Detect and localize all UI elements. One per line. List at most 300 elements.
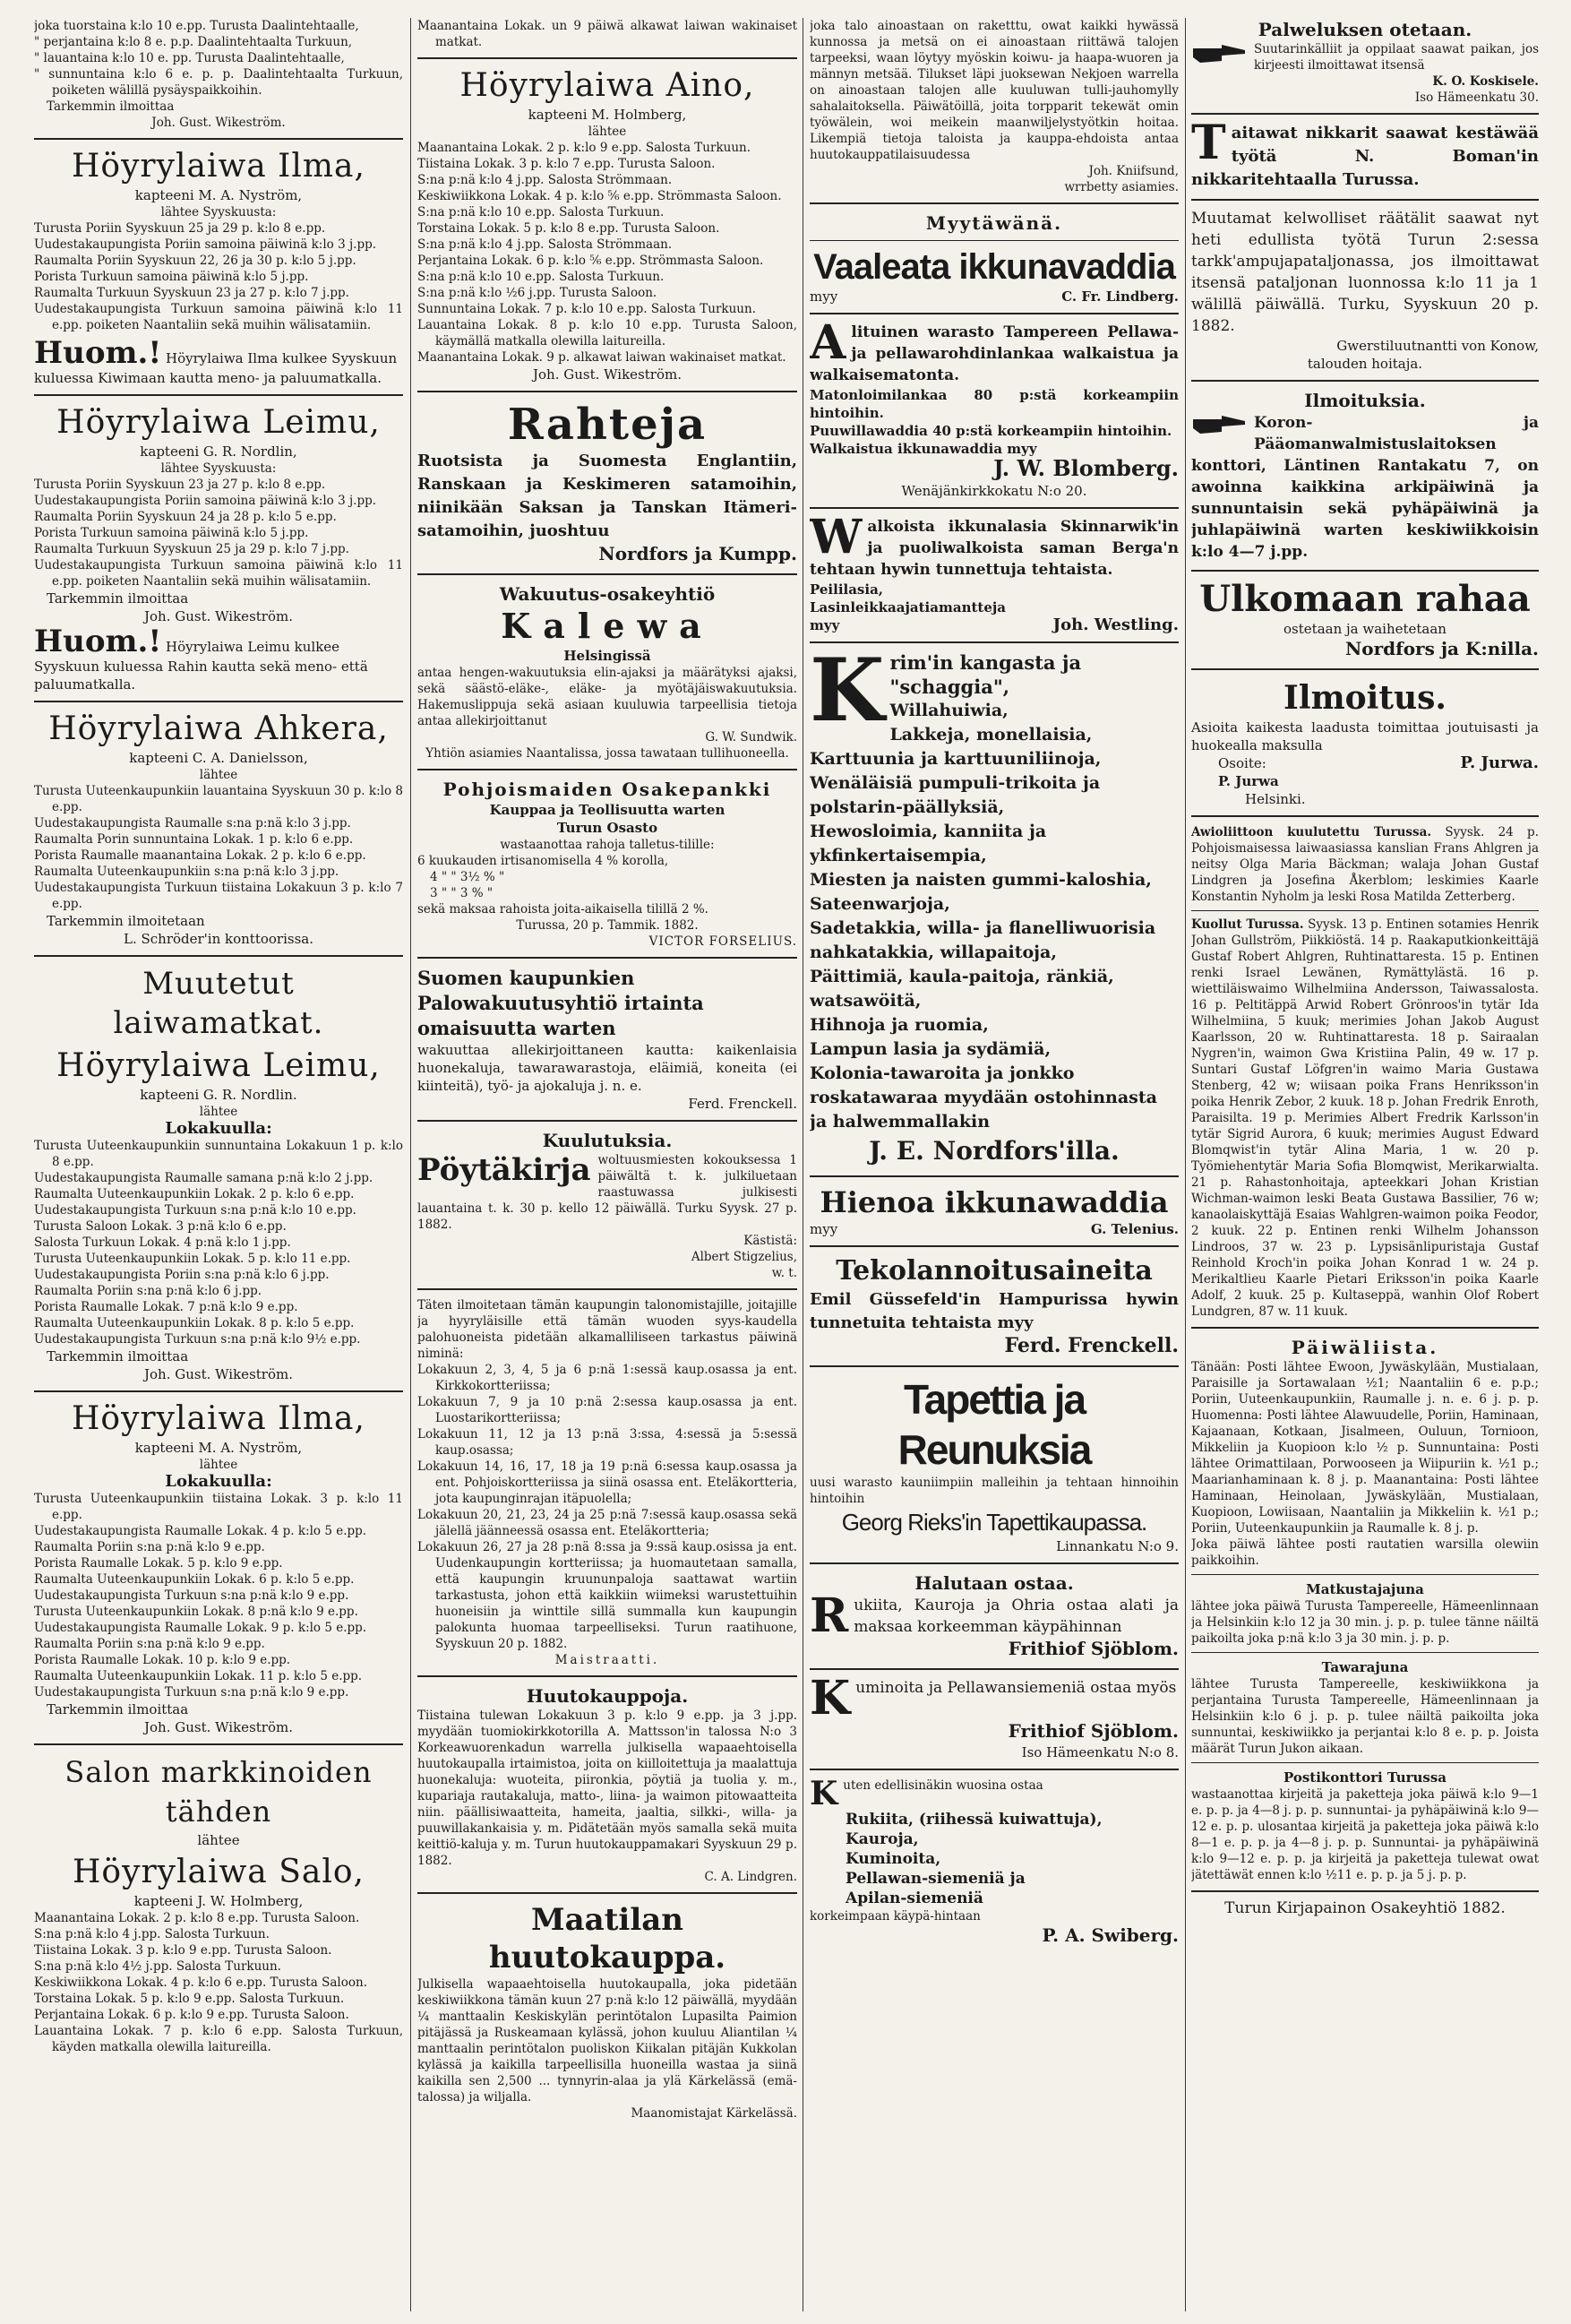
schedule-line: Turusta Uuteenkaupunkiin tiistaina Lokak. 3 p. k:lo 11 e.pp. bbox=[34, 1492, 403, 1522]
schedule-line: Porista Raumalle Lokak. 10 p. k:lo 9 e.pp. bbox=[34, 1653, 291, 1667]
schedule-line: " sunnuntaina k:lo 6 e. p. p. Daalintehtaalta Turkuun, poiketen wälillä pysäyspaikkoihin. bbox=[34, 67, 403, 98]
ship-name: Höyrylaiwa Ahkera, bbox=[48, 710, 389, 747]
maatilan-notice bbox=[417, 1901, 797, 2122]
divider bbox=[417, 769, 797, 770]
ad-text: myy bbox=[810, 617, 840, 633]
signature: Nordfors ja K:nilla. bbox=[1344, 638, 1539, 659]
divider bbox=[417, 1120, 797, 1122]
ad-list-item: Sateenwarjoja, bbox=[810, 894, 950, 914]
colophon: Turun Kirjapainon Osakeyhtiö 1882. bbox=[1224, 1899, 1506, 1917]
notice-text: Tarkemmin ilmoittaa bbox=[47, 1701, 189, 1717]
schedule-line: Uudestakaupungista Poriin samoina päiwinä k:lo 3 j.pp. bbox=[34, 237, 377, 252]
divider bbox=[1191, 380, 1539, 382]
ship-name: Höyrylaiwa Ilma, bbox=[72, 148, 365, 185]
schedule-line: Uudestakaupungista Turkuun samoina päiwinä k:lo 11 e.pp. poiketen Naantaliin sekä muihin wälisatamiin. bbox=[34, 302, 403, 332]
schedule-line: S:na p:nä k:lo ½6 j.pp. Turusta Saloon. bbox=[417, 286, 657, 300]
section-heading: Kuulutuksia. bbox=[542, 1130, 673, 1151]
ad-list-item: Pellawan-siemeniä ja bbox=[846, 1870, 1026, 1888]
ad-line: Peililasia, bbox=[810, 581, 884, 598]
pohjoismaiden-ad bbox=[417, 778, 797, 950]
column-1 bbox=[34, 18, 403, 2311]
ad-list-item: Lampun lasia ja sydämiä, bbox=[810, 1039, 1052, 1059]
captain: kapteeni J. W. Holmberg, bbox=[133, 1893, 304, 1909]
schedule-line: Uudestakaupungista Turkuun tiistaina Lokakuun 3 p. k:lo 7 e.pp. bbox=[34, 881, 403, 911]
ad-line: sekä maksaa rahoista joita-aikaisella tilillä 2 %. bbox=[417, 902, 708, 917]
subheading: Helsingissä bbox=[563, 648, 651, 664]
ad-text: Ruotsista ja Suomesta Englantiin, Ranskaan ja Keskimeren satamoihin, niinikään Saksan ja Tanskan Itämeri-satamoihin, juoshtuu bbox=[417, 452, 797, 540]
notice-text: Tänään: Posti lähtee Ewoon, Jywäskylään, Mustialaan, Paraisille ja Sortawalaan ½1; Naantaliin 6 e. p.p.; Poriin, Uuteenkaupunkiin, Raumalle j. n. e. 6 j. p. p. Huomenna: Posti lähtee Alawuudelle, Poriin, Haminaan, Kajaanaan, Kotkaan, Jisalmeen, Ouluun, Tornioon, Mikkeliin ja Kuopioon k:lo ½ p. Sunnuntaina: Posti lähtee Orimattilaan, Porwooseen ja Wiipuriin k. ½1 p.; Maarianhaminaan k. 8 j. p. Maanantaina: Posti lähtee Haminaan, Heinolaan, Jywäskylään, Mustialaan, Kuopioon, Lowiisaan, Naantaliin ja Mikkeliin k. ½1 p.; Poriin, Uuteenkaupunkiin ja Raumalle k. 8 j. p. bbox=[1191, 1360, 1539, 1536]
divider bbox=[1191, 815, 1539, 817]
signature: Albert Stigzelius, bbox=[691, 1250, 797, 1264]
ad-list-item: Kuminoita, bbox=[846, 1850, 941, 1868]
tawarajuna bbox=[1191, 1658, 1539, 1757]
notice-text: Tarkemmin ilmoitetaan bbox=[47, 913, 205, 929]
alituinen-ad bbox=[810, 315, 1179, 500]
signature: Ferd. Frenckell. bbox=[688, 1096, 797, 1112]
signature: P. Jurwa bbox=[1218, 773, 1279, 789]
dropcap-r: R bbox=[810, 1588, 849, 1643]
schedule-line: Turusta Uuteenkaupunkiin lauantaina Syyskuun 30 p. k:lo 8 e.pp. bbox=[34, 784, 403, 814]
signature: Maistraatti. bbox=[554, 1653, 660, 1667]
huutokauppoja-notice bbox=[417, 1684, 797, 1885]
dropcap-k: K bbox=[810, 1671, 851, 1726]
schedule-line: Raumalta Uuteenkaupunkiin Lokak. 6 p. k:lo 5 e.pp. bbox=[34, 1572, 355, 1587]
schedule-line: Raumalta Poriin s:na p:nä k:lo 6 j.pp. bbox=[34, 1284, 262, 1298]
subheading: lähtee bbox=[199, 1458, 238, 1472]
ad-heading: Wakuutus-osakeyhtiö bbox=[499, 583, 716, 605]
schedule-line: Torstaina Lokak. 5 p. k:lo 9 e.pp. Salosta Turkuun. bbox=[34, 1992, 345, 2006]
schedule-line: Uudestakaupungista Raumalle s:na p:nä k:lo 3 j.pp. bbox=[34, 816, 351, 831]
ad-text: myy bbox=[810, 1221, 838, 1237]
signature: L. Schröder'in konttoorissa. bbox=[123, 931, 313, 947]
ship-name: Höyrylaiwa Leimu, bbox=[56, 404, 381, 441]
subheading: Turun Osasto bbox=[556, 820, 658, 836]
divider bbox=[810, 313, 1179, 314]
divider bbox=[810, 240, 1179, 241]
ad-text: uusi warasto kauniimpiin malleihin ja tehtaan hinnoihin hintoihin bbox=[810, 1476, 1179, 1506]
divider bbox=[417, 57, 797, 59]
ad-list-item: Kolonia-tawaroita ja jonkko roskatawaraa myydään ostohinnasta ja halwemmallakin bbox=[810, 1063, 1157, 1132]
notice-heading: Postikonttori Turussa bbox=[1283, 1769, 1447, 1786]
ad-heading: Suomen kaupunkien Palowakuutusyhtiö irtainta omaisuutta warten bbox=[417, 967, 704, 1039]
notice-text: Tarkemmin ilmoittaa bbox=[47, 99, 175, 114]
ad-text: alkoista ikkunalasia Skinnarwik'in ja puoliwalkoista saman Berga'n tehtaan hywin tunnettuja tehtaista. bbox=[810, 518, 1179, 579]
notice-text: lähtee Turusta Tampereelle, keskiwiikkona ja perjantaina Turusta Tampereelle, Hämeenlinnaan ja Helsinkiin k:lo 6 j. p. p. tulee näiltä paikoilta joka sunnuntai, keskiwiikko ja perjantai k:lo 8 e. p. p. Joista määrät Turun Jukon aikaan. bbox=[1191, 1677, 1539, 1756]
dropcap-k: K bbox=[810, 640, 885, 741]
divider bbox=[1191, 1327, 1539, 1329]
signature: Joh. Gust. Wikeström. bbox=[144, 1719, 293, 1735]
schedule-line: Turusta Uuteenkaupunkiin sunnuntaina Lokakuun 1 p. k:lo 8 e.pp. bbox=[34, 1139, 403, 1169]
subheading: lähtee bbox=[199, 768, 238, 782]
ad-list-item: Apilan-siemeniä bbox=[846, 1889, 983, 1907]
ad-heading: Pöytäkirja bbox=[417, 1152, 591, 1188]
ad-text: Koron- ja Pääomanwalmistuslaitoksen konttori, Läntinen Rantakatu 7, on awoinna kaikkina arkipäiwinä ja sunnuntaisin sekä pyhäpäiwinä ja juhlapäiwinä warten keskiwiikkoisin k:lo 4—7 j.pp. bbox=[1191, 414, 1539, 561]
ahkera-notice bbox=[34, 710, 403, 948]
signature: G. W. Sundwik. bbox=[705, 730, 797, 745]
schedule-line: Uudestakaupungista Turkuun s:na p:nä k:lo 9 e.pp. bbox=[34, 1588, 349, 1603]
divider bbox=[1191, 1762, 1539, 1763]
ad-text: uten edellisinäkin wuosina ostaa bbox=[843, 1778, 1043, 1793]
column-4 bbox=[1191, 18, 1539, 2311]
schedule-line: Turusta Uuteenkaupunkiin Lokak. 5 p. k:lo 11 e.pp. bbox=[34, 1252, 351, 1266]
divider bbox=[810, 202, 1179, 204]
section-heading: Ilmoituksia. bbox=[1304, 390, 1426, 411]
signature: C. A. Lindgren. bbox=[704, 1870, 797, 1884]
huom-heading: Huom.! bbox=[34, 624, 162, 659]
address: Iso Hämeenkatu 30. bbox=[1414, 90, 1539, 105]
schedule-line: Raumalta Turkuun Syyskuun 25 ja 29 p. k:lo 7 j.pp. bbox=[34, 542, 349, 556]
ad-text: Yhtiön asiamies Naantalissa, jossa tawataan tullihuoneella. bbox=[425, 746, 789, 761]
notice-text: Tarkemmin ilmoittaa bbox=[47, 1348, 189, 1364]
signature: Ferd. Frenckell. bbox=[1004, 1334, 1179, 1357]
ad-text: uminoita ja Pellawansiemeniä ostaa myös bbox=[855, 1679, 1177, 1697]
schedule-line: S:na p:nä k:lo 4 j.pp. Salosta Strömmaan. bbox=[417, 173, 673, 187]
divider bbox=[34, 1390, 403, 1392]
halutaan-ad bbox=[810, 1571, 1179, 1661]
notice-text: wastaanottaa kirjeitä ja paketteja joka päiwä k:lo 9—1 e. p. p. ja 4—8 j. p. p. sunnuntai- ja pyhäpäiwinä k:lo 9—12 e. p. p. ulosantaa kirjeitä ja paketteja joka päiwä k:lo 8—1 e. p. p. ja 4—8 j. p. p. Sunnuntai- ja pyhäpäiwinä k:lo 9—12 e. p. p. ja kirjeitä ja paketteja tulewat owat jätettäwät ennen k:lo ½11 e. p. p. ja 5 j. p. p. bbox=[1191, 1787, 1539, 1882]
address: Wenäjänkirkkokatu N:o 20. bbox=[901, 483, 1087, 499]
signature: Frithiof Sjöblom. bbox=[1008, 1638, 1179, 1659]
divider bbox=[1191, 1890, 1539, 1892]
notice-heading: Kuollut Turussa. bbox=[1191, 917, 1304, 932]
schedule-line: joka tuorstaina k:lo 10 e.pp. Turusta Daalintehtaalle, bbox=[34, 19, 359, 33]
signature: Joh. Gust. Wikeström. bbox=[144, 608, 293, 624]
schedule-line: Uudestakaupungista Turkuun s:na p:nä k:lo 9 e.pp. bbox=[34, 1685, 349, 1700]
ad-text: rim'in kangasta ja "schaggia", bbox=[889, 651, 1082, 698]
signature: Joh. Kniifsund, bbox=[1088, 164, 1179, 178]
ad-text: aitawat nikkarit saawat kestäwää työtä N. Boman'in nikkaritehtaalla Turussa. bbox=[1191, 124, 1539, 189]
kuulutus-section bbox=[417, 1129, 797, 1281]
captain: kapteeni M. A. Nyström, bbox=[134, 1440, 303, 1456]
signature: G. Telenius. bbox=[1090, 1221, 1179, 1237]
section-heading: Salon markkinoiden tähden bbox=[64, 1755, 373, 1829]
ad-list-item: Miesten ja naisten gummi-kaloshia, bbox=[810, 870, 1152, 890]
schedule-line: Raumalta Porin sunnuntaina Lokak. 1 p. k:lo 6 e.pp. bbox=[34, 832, 354, 847]
krim-ad bbox=[810, 640, 1179, 1168]
schedule-line: Maanantaina Lokak. 2 p. k:lo 9 e.pp. Salosta Turkuun. bbox=[417, 141, 751, 155]
schedule-line: Porista Turkuun samoina päiwinä k:lo 5 j.pp. bbox=[34, 270, 309, 284]
section-heading: Halutaan ostaa. bbox=[914, 1572, 1074, 1594]
ad-heading: Georg Rieks'in Tapettikaupassa. bbox=[841, 1509, 1147, 1536]
ad-line: Walkaistua ikkunawaddia myy bbox=[810, 441, 1037, 457]
ad-list-item: Hewosloimia, kanniita ja ykfinkertaisempia, bbox=[810, 822, 1047, 865]
notice-text: lähtee joka päiwä Turusta Tampereelle, Hämeenlinnaan ja Helsinkiin k:lo 12 ja 30 min. j. p. p. tulee tänne näiltä paikoilta joka p:nä k:lo 3 ja 30 min. j. p. p. bbox=[1191, 1599, 1539, 1646]
ad-text: antaa hengen-wakuutuksia elin-ajaksi ja määrätyksi ajaksi, sekä säästö-eläke-, eläke- ja myötäjäiswakuutuksia. Hakemuslippuja sekä asiaan kuuluwia tarpeellisia tietoja antaa allekirjoittanut bbox=[417, 666, 797, 728]
signature: Gwerstiluutnantti von Konow, bbox=[1336, 338, 1539, 354]
schedule-line: " lauantaina k:lo 10 e. pp. Turusta Daalintehtaalle, bbox=[34, 51, 345, 65]
column-rule bbox=[1185, 18, 1186, 2311]
ad-text: Julkisella wapaaehtoisella huutokaupalla, joka pidetään keskiwiikkona tämän kuun 27 p:nä k:lo 12 päiwällä, myydään ¼ manttaalin Keskiskylän perintötalon Lupasilta Paimion pitäjässä ja Ruskeamaan kylässä, johon kuuluu Aliantilan ¼ manttaalin perintötalon puoliskon Kiikalan pitäjän Kukkolan kylässä ja kaikilla tarpeellisilla huoneilla wastaa ja siinä kaikilla sen 2,500 ... tynnyrin-alaa ja ylä Kärkelässä (emä-talossa) ja wiljalla. bbox=[417, 1977, 797, 2105]
maatilan-continued bbox=[810, 18, 1179, 195]
notice-line: Lokakuun 2, 3, 4, 5 ja 6 p:nä 1:sessä kaup.osassa ja ent. Kirkkokortteriissa; bbox=[417, 1363, 797, 1393]
schedule-line: Sunnuntaina Lokak. 7 p. k:lo 10 e.pp. Salosta Turkuun. bbox=[417, 302, 756, 316]
captain: kapteeni C. A. Danielsson, bbox=[129, 750, 308, 766]
schedule-line: Porista Turkuun samoina päiwinä k:lo 5 j.pp. bbox=[34, 526, 309, 540]
signature: P. Jurwa. bbox=[1460, 753, 1539, 772]
ad-date: Turussa, 20 p. Tammik. 1882. bbox=[516, 918, 699, 933]
schedule-line: Tiistaina Lokak. 3 p. k:lo 7 e.pp. Turusta Saloon. bbox=[417, 157, 716, 171]
aino-notice bbox=[417, 66, 797, 383]
ad-heading: Maatilan huutokauppa. bbox=[488, 1902, 726, 1975]
schedule-line: S:na p:nä k:lo 4 j.pp. Salosta Turkuun. bbox=[34, 1927, 270, 1941]
captain: kapteeni G. R. Nordlin, bbox=[140, 443, 297, 460]
schedule-line: Raumalta Poriin Syyskuun 24 ja 28 p. k:lo 5 e.pp. bbox=[34, 510, 337, 524]
section-heading: Myytäwänä. bbox=[925, 212, 1063, 234]
divider bbox=[34, 1743, 403, 1745]
divider bbox=[34, 138, 403, 140]
address: Iso Hämeenkatu N:o 8. bbox=[1021, 1744, 1179, 1760]
section-heading: Muutetut laiwamatkat. bbox=[113, 966, 324, 1041]
divider bbox=[810, 1175, 1179, 1177]
subheading: Lokakuulla: bbox=[165, 1119, 272, 1138]
ad-line: wastaanottaa rahoja talletus-tilille: bbox=[500, 838, 715, 852]
huom-notice bbox=[34, 625, 403, 693]
schedule-line: Turusta Uuteenkaupunkiin Lokak. 8 p:nä k:lo 9 e.pp. bbox=[34, 1605, 358, 1619]
signature: P. A. Swiberg. bbox=[1042, 1924, 1179, 1946]
divider bbox=[417, 1675, 797, 1677]
ad-text: Emil Güssefeld'in Hampurissa hywin tunnetuita tehtaista myy bbox=[810, 1290, 1179, 1332]
vaaleata-ad bbox=[810, 246, 1179, 306]
notice-heading: Awioliittoon kuulutettu Turussa. bbox=[1191, 825, 1432, 839]
schedule-line: Turusta Poriin Syyskuun 23 ja 27 p. k:lo 8 e.pp. bbox=[34, 478, 326, 492]
hienoa-ad bbox=[810, 1184, 1179, 1238]
ad-text: Täten ilmoitetaan tämän kaupungin talonomistajille, joitajille ja hyyryläisille että tämän wuoden syys-kaudella palohuoneista pidetään alkamalliliseen tarkastus päiwinä niminä: bbox=[417, 1298, 797, 1361]
schedule-line: " perjantaina k:lo 8 e. p.p. Daalintehtaalta Turkuun, bbox=[34, 35, 353, 49]
ad-text: joka talo ainoastaan on raketttu, owat kaikki hywässä kunnossa ja metsä on ei ainoastaan riittäwä talojen tarpeeksi, waan löytyy myöskin koiwu- ja haapa-wuoren ja männyn metsää. Tilukset läpi juoksewan Nekjoen warrella on ainoastaan talojen alle kuuluwan tulli-jauhomylly sahalaitoksella. Päiwätöillä, joita torpparit tekewät omin työwälein, woi meikein maanwiljelystyötkin hoitaa. Likempiä tietoja taloista ja kauppa-ehdoista antaa huutokauppatilaisuudessa bbox=[810, 19, 1179, 162]
tapettia-ad bbox=[810, 1374, 1179, 1555]
signature: Joh. Gust. Wikeström. bbox=[151, 116, 286, 130]
awio-notice bbox=[1191, 824, 1539, 905]
subheading: Kauppaa ja Teollisuutta warten bbox=[489, 802, 725, 818]
notice-text: Maanantaina Lokak. un 9 päiwä alkawat laiwan wakinaiset matkat. bbox=[417, 19, 797, 49]
leimu-notice bbox=[34, 403, 403, 625]
ad-text: myy bbox=[810, 288, 838, 305]
section-heading: Palweluksen otetaan. bbox=[1258, 19, 1472, 40]
divider bbox=[810, 1668, 1179, 1670]
ad-heading: Kalewa bbox=[501, 606, 714, 646]
divider bbox=[417, 1288, 797, 1290]
schedule-line: S:na p:nä k:lo 10 e.pp. Salosta Turkuun. bbox=[417, 205, 665, 219]
signature: J. W. Blomberg. bbox=[993, 455, 1179, 481]
ad-list-item: Kauroja, bbox=[846, 1830, 919, 1848]
ad-text: lituinen warasto Tampereen Pellawa- ja pellawarohdinlankaa walkaistua ja walkaisematonta. bbox=[810, 323, 1179, 384]
divider bbox=[417, 1892, 797, 1894]
section-heading: Huutokauppoja. bbox=[526, 1685, 689, 1707]
subheading: lähtee bbox=[199, 1105, 238, 1119]
schedule-line: Turusta Poriin Syyskuun 25 ja 29 p. k:lo 8 e.pp. bbox=[34, 221, 326, 236]
schedule-line: Uudestakaupungista Raumalle Lokak. 9 p. k:lo 5 e.pp. bbox=[34, 1621, 367, 1635]
newspaper-page bbox=[34, 18, 1539, 2311]
ad-text: Tiistaina tulewan Lokakuun 3 p. k:lo 9 e.pp. ja 3 j.pp. myydään tuomiokirkkotorilla A. Mattsson'in talossa N:o 3 Korkeawuorenkadun warrella julkisella wapaaehtoisella huutokaupalla irtaimistoa, joita on kiilloitettuja ja maalattuja huonekaluja: wuoteita, piironkia, pöytiä ja tuolia y. m., kupariaja rautakaluja, matto-, liina- ja waimon pitowaatteita niin. päällisiwaatteita, hameita, jaaltia, silkki-, willa- ja puuwillakankaisia y. m. Pidätetään myös samalla sekä muita keittiö-kaluja y. m. Turun huutokauppamakari Syyskuun 29 p. 1882. bbox=[417, 1709, 797, 1868]
pointing-hand-icon bbox=[1191, 412, 1249, 437]
schedule-line: Uudestakaupungista Raumalle Lokak. 4 p. k:lo 5 e.pp. bbox=[34, 1524, 367, 1538]
schedule-line: Keskiwiikkona Lokak. 4 p. k:lo 6 e.pp. Turusta Saloon. bbox=[34, 1975, 367, 1990]
subheading: Lokakuulla: bbox=[165, 1472, 272, 1491]
walkoista-ad bbox=[810, 510, 1179, 634]
dropcap-w: W bbox=[810, 510, 863, 564]
dropcap-a: A bbox=[810, 315, 846, 370]
ad-text: ukiita, Kauroja ja Ohria ostaa alati ja maksaa korkeemman käypähinnan bbox=[854, 1597, 1179, 1636]
section-heading: Päiwäliista. bbox=[1291, 1337, 1439, 1358]
divider bbox=[417, 573, 797, 575]
ad-line: Matonloimilankaa 80 p:stä korkeampiin hintoihin. bbox=[810, 387, 1179, 421]
dropcap-k: K bbox=[810, 1775, 838, 1812]
divider bbox=[810, 1365, 1179, 1367]
divider bbox=[1191, 668, 1539, 670]
schedule-line: Keskiwiikkona Lokak. 4 p. k:lo ⅚ e.pp. Strömmasta Saloon. bbox=[417, 189, 782, 203]
ilma-notice bbox=[34, 147, 403, 333]
notice-text: Höyrylaiwa Leimu kulkee Syyskuun kuluessa Rahin kautta sekä meno- että paluumatkalla. bbox=[34, 639, 368, 693]
paiwaliista bbox=[1191, 1336, 1539, 1569]
schedule-line: Perjantaina Lokak. 6 p. k:lo ⅚ e.pp. Strömmasta Saloon. bbox=[417, 254, 764, 268]
column-2 bbox=[417, 18, 797, 2311]
notice-text: Joka päiwä lähtee posti rautatien warsilla olewiin paikkoihin. bbox=[1191, 1537, 1539, 1568]
taten-notice bbox=[417, 1297, 797, 1668]
ship-name: Höyrylaiwa Salo, bbox=[73, 1854, 365, 1890]
schedule-line: Uudestakaupungista Turkuun s:na p:nä k:lo 9½ e.pp. bbox=[34, 1332, 361, 1347]
notice-line: Lokakuun 7, 9 ja 10 p:nä 2:sessa kaup.osassa ja ent. Luostarikortteriissa; bbox=[417, 1395, 797, 1425]
column-3 bbox=[810, 18, 1179, 2311]
schedule-line: Raumalta Uuteenkaupunkiin Lokak. 8 p. k:lo 5 e.pp. bbox=[34, 1316, 355, 1330]
notice-line: Lokakuun 11, 12 ja 13 p:nä 3:ssa, 4:sessä ja 5:sessä kaup.osassa; bbox=[417, 1427, 797, 1458]
notice-text: Syysk. 13 p. Entinen sotamies Henrik Johan Gullström, Piikkiöstä. 14 p. Raakaputkionkeittäjä Gustaf Robert Ahlgren, Ruhtinattaresta. 15 p. Entinen renki Israel Lewänen, Rymättylästä. 16 p. wiettiläiswaimo Wilhelmiina Andersson, Taiwassalosta. 16 p. Peltitäppä Arwid Robert Grönroos'in tytär Ida Wilhelmiina, 5 kuuk; merimies Johan Jakob August Kaarlsson, 20 w. Ruhtinattaresta. 18 p. Sairaalan Nygren'in, waimon Gwa Kristiina Palin, 49 w. 17 p. Suntari Gustaf Löfgren'in waimo Maria Gustawa Stenberg, 42 w; wiisaan poika Frans Henriksson'in poika Henrik Zebor, 2 kuuk. 18 p. Johan Fredrik Enroth, Paraisilta. 19 p. Merimies Albert Fredrik Karlsson'in tytär Sigrid Aurora, 6 kuuk; merimies August Edward Blomqwist'in tytär Alina Maria, 1 w. 20 p. Työmiehentytär Maria Sofia Blomqwist, Merikarwialta. 21 p. Rahastonhoitaja, apteekkari Johan Kristian Wichman-waimon leski Beata Gustawa Bassilier, 76 w; kanaolaiskyttäjä Esaias Wahlgren-waimon poika Feodor, 2 kuuk. 22 p. Entinen renki Wilhelm Johansson Lindroos, 37 w. 23 p. Lypsisänlipuristaja Gustaf Reinhold Kroch'in poika Johan Konrad 1 w. 24 p. Merikaltlieu Kaarle Pietari Eriksson'in poika Kaarle Adolf, 2 kuuk. 25 p. Kultaseppä, wanhin Olof Robert Lundgren, 87 w. 11 kuuk. bbox=[1191, 917, 1539, 1319]
subheading: lähtee bbox=[588, 125, 627, 139]
kuten-ad bbox=[810, 1777, 1179, 1948]
ad-text: ostetaan ja waihetetaan bbox=[1283, 621, 1447, 637]
dropcap-t: T bbox=[1191, 116, 1226, 170]
ad-heading: Rahteja bbox=[507, 400, 708, 450]
ad-line: 3 " " 3 % " bbox=[430, 886, 494, 900]
captain: kapteeni M. A. Nyström, bbox=[134, 187, 303, 203]
rahteja-ad bbox=[417, 400, 797, 566]
divider bbox=[1191, 1652, 1539, 1653]
ad-list-item: Hihnoja ja ruomia, bbox=[810, 1015, 989, 1035]
palwelus-ad bbox=[1191, 18, 1539, 106]
schedule-line: S:na p:nä k:lo 10 e.pp. Salosta Turkuun. bbox=[417, 270, 665, 284]
ad-label: Kästistä: bbox=[743, 1234, 797, 1248]
ad-heading: Ilmoitus. bbox=[1283, 679, 1447, 717]
schedule-line: Uudestakaupungista Turkuun samoina päiwinä k:lo 11 e.pp. poiketen Naantaliin sekä muihin wälisatamiin. bbox=[34, 558, 403, 589]
ad-text: woltuusmiesten kokouksessa 1 päiwältä t. k. julkiluetaan raastuwassa julkisesti lauantaina t. k. 30 p. kello 12 päiwällä. Turku Syysk. 27 p. 1882. bbox=[417, 1153, 797, 1232]
divider bbox=[1191, 910, 1539, 911]
schedule-line: Raumalta Poriin s:na p:nä k:lo 9 e.pp. bbox=[34, 1637, 265, 1651]
signature: Frithiof Sjöblom. bbox=[1008, 1720, 1179, 1742]
schedule-line: Tiistaina Lokak. 3 p. k:lo 9 e.pp. Turusta Saloon. bbox=[34, 1943, 332, 1958]
schedule-line: Lauantaina Lokak. 8 p. k:lo 10 e.pp. Turusta Saloon, käymällä matkalla olewilla laitureilla. bbox=[417, 318, 797, 349]
schedule-line: Uudestakaupungista Poriin samoina päiwinä k:lo 3 j.pp. bbox=[34, 494, 377, 508]
address: Linnankatu N:o 9. bbox=[1056, 1538, 1179, 1554]
muutetut-notice bbox=[34, 964, 403, 1383]
divider bbox=[34, 394, 403, 396]
kuollut-notice bbox=[1191, 917, 1539, 1320]
divider bbox=[1191, 113, 1539, 115]
notice-heading: Matkustajajuna bbox=[1306, 1581, 1424, 1597]
signature: w. t. bbox=[771, 1266, 797, 1280]
schedule-line: Uudestakaupungista Turkuun s:na p:nä k:lo 10 e.pp. bbox=[34, 1203, 356, 1218]
schedule-line: Raumalta Uuteenkaupunkiin Lokak. 2 p. k:lo 6 e.pp. bbox=[34, 1187, 355, 1201]
schedule-line: S:na p:nä k:lo 4½ j.pp. Salosta Turkuun. bbox=[34, 1959, 281, 1974]
signature: K. O. Koskisele. bbox=[1432, 74, 1539, 89]
ad-heading: Tekolannoitusaineita bbox=[836, 1255, 1153, 1287]
ad-text: Asioita kaikesta laadusta toimittaa joutuisasti ja huokealla maksulla bbox=[1191, 719, 1539, 753]
schedule-line: Maanantaina Lokak. 2 p. k:lo 8 e.pp. Turusta Saloon. bbox=[34, 1911, 360, 1925]
divider bbox=[417, 391, 797, 392]
subheading: lähtee Syyskuusta: bbox=[160, 461, 277, 476]
ad-list-item: Karttuunia ja karttuuniliinoja, bbox=[810, 749, 1102, 769]
huom-notice bbox=[34, 337, 403, 387]
signature: wrrbetty asiamies. bbox=[1064, 180, 1179, 194]
ad-list-item: Päittimiä, kaula-paitoja, ränkiä, watsawöitä, bbox=[810, 967, 1114, 1011]
ad-text: Muutamat kelwolliset räätälit saawat nyt heti edullista työtä Turun 2:sessa tarkk'ampujapataljonassa, jos ilmoittawat itsensä pataljonan luonnossa k:lo 11 ja 1 wälillä päiwällä. Turku, Syyskuun 20 p. 1882. bbox=[1191, 210, 1539, 335]
ad-heading: Ulkomaan rahaa bbox=[1199, 578, 1531, 620]
divider bbox=[34, 701, 403, 702]
signature: Nordfors ja Kumpp. bbox=[598, 543, 797, 564]
divider bbox=[34, 955, 403, 957]
divider bbox=[1191, 1574, 1539, 1575]
signature: Joh. Gust. Wikeström. bbox=[533, 366, 682, 383]
ad-list-item: Willahuiwia, bbox=[889, 701, 1009, 720]
ad-heading: Tapettia ja Reunuksia bbox=[897, 1376, 1091, 1473]
kalewa-ad bbox=[417, 582, 797, 762]
notice-heading: Tawarajuna bbox=[1321, 1659, 1409, 1675]
divider bbox=[810, 1562, 1179, 1564]
schedule-line: Raumalta Uuteenkaupunkiin s:na p:nä k:lo 3 j.pp. bbox=[34, 865, 339, 879]
ad-text: korkeimpaan käypä-hintaan bbox=[810, 1909, 981, 1924]
ship-name: Höyrylaiwa Ilma, bbox=[72, 1400, 365, 1437]
schedule-line: Torstaina Lokak. 5 p. k:lo 8 e.pp. Turusta Saloon. bbox=[417, 221, 720, 236]
ad-list-item: Wenäläisiä pumpuli-trikoita ja polstarin-päällyksiä, bbox=[810, 773, 1101, 817]
ad-list-item: Lakkeja, monellaisia, bbox=[889, 725, 1093, 745]
ad-line: Lasinleikkaajatiamantteja bbox=[810, 599, 1007, 615]
ad-list-item: Rukiita, (riihessä kuiwattuja), bbox=[846, 1811, 1103, 1829]
notice-line: Lokakuun 20, 21, 23, 24 ja 25 p:nä 7:sessä kaup.osassa sekä jälellä jäänneessä osassa ent. Eteläkortteria; bbox=[417, 1508, 797, 1538]
captain: kapteeni M. Holmberg, bbox=[528, 107, 687, 123]
ad-label: Osoite: bbox=[1218, 755, 1266, 771]
notice-line: Lokakuun 14, 16, 17, 18 ja 19 p:nä 6:sessa kaup.osassa ja ent. Pohjoiskortteriissa ja siinä osassa ent. Eteläkortteria, jota kaupunginrajan itäpuolella; bbox=[417, 1459, 797, 1506]
kuminoita-ad bbox=[810, 1671, 1179, 1761]
ad-heading: Pohjoismaiden Osakepankki bbox=[442, 779, 772, 800]
muutamat-ad bbox=[1191, 208, 1539, 373]
divider bbox=[810, 1245, 1179, 1247]
schedule-line: Salosta Turkuun Lokak. 4 p:nä k:lo 1 j.pp. bbox=[34, 1235, 291, 1250]
ad-text: Suutarinkälliit ja oppilaat saawat paikan, jos kirjeesti ilmoittawat itsensä bbox=[1254, 42, 1539, 73]
matkustajajuna bbox=[1191, 1580, 1539, 1647]
signature: J. E. Nordfors'illa. bbox=[869, 1136, 1120, 1166]
notice-text: Höyrylaiwa Ilma kulkee Syyskuun kuluessa Kiwimaan kautta meno- ja paluumatkalla. bbox=[34, 350, 398, 386]
schedule-line: Lauantaina Lokak. 7 p. k:lo 6 e.pp. Salosta Turkuun, käyden matkalla olewilla laitureilla. bbox=[34, 2024, 403, 2054]
schedule-line: Uudestakaupungista Raumalle samana p:nä k:lo 2 j.pp. bbox=[34, 1171, 373, 1185]
divider bbox=[1191, 199, 1539, 201]
signature: talouden hoitaja. bbox=[1307, 356, 1423, 372]
schedule-line: Uudestakaupungista Poriin s:na p:nä k:lo 6 j.pp. bbox=[34, 1268, 330, 1282]
notice-text: Syysk. 24 p. Pohjoismaisessa laiwaasiassa kanslian Frans Ahlgren ja neitsy Olga Maria Bäckman; walaja Johan Gustaf Lindgren ja Josefina Åkerblom; leskimies Kaarle Konstantin Nyholm ja leski Rosa Matilda Zetterberg. bbox=[1191, 825, 1539, 904]
divider bbox=[417, 957, 797, 959]
schedule-line: S:na p:nä k:lo 4 j.pp. Salosta Strömmaan. bbox=[417, 237, 673, 252]
ad-line: 4 " " 3½ % " bbox=[430, 870, 505, 884]
schedule-line: Porista Raumalle Lokak. 7 p:nä k:lo 9 e.pp. bbox=[34, 1300, 298, 1314]
signature: C. Fr. Lindberg. bbox=[1061, 288, 1179, 305]
ulkomaan-ad bbox=[1191, 579, 1539, 661]
huom-heading: Huom.! bbox=[34, 335, 162, 371]
schedule-line: Turusta Saloon Lokak. 3 p:nä k:lo 6 e.pp. bbox=[34, 1219, 287, 1234]
ad-heading: Hienoa ikkunawaddia bbox=[820, 1185, 1169, 1219]
schedule-line: Porista Raumalle Lokak. 5 p. k:lo 9 e.pp. bbox=[34, 1556, 283, 1571]
divider bbox=[810, 507, 1179, 509]
signature: VICTOR FORSELIUS. bbox=[648, 934, 797, 949]
subheading: lähtee Syyskuusta: bbox=[160, 205, 277, 219]
schedule-line: Perjantaina Lokak. 6 p. k:lo 9 e.pp. Turusta Saloon. bbox=[34, 2008, 349, 2022]
column-rule bbox=[410, 18, 411, 2311]
